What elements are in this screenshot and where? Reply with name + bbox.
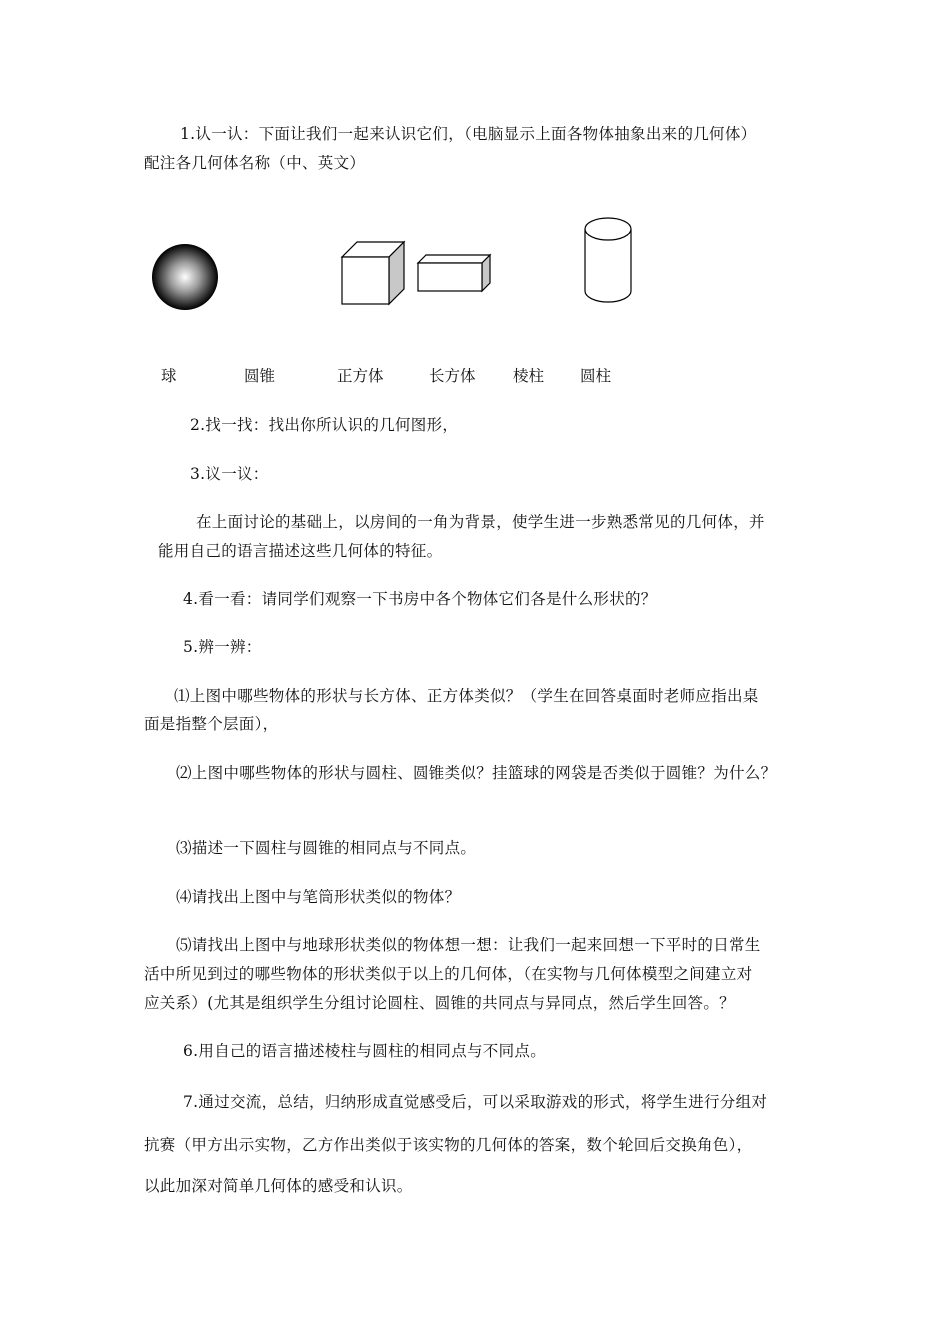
section6: 6.用自己的语言描述棱柱与圆柱的相同点与不同点。 bbox=[183, 1042, 546, 1060]
section7-line2: 抗赛（甲方出示实物，乙方作出类似于该实物的几何体的答案，数个轮回后交换角色）， bbox=[144, 1136, 753, 1154]
section7-line1: 7.通过交流，总结，归纳形成直觉感受后，可以采取游戏的形式，将学生进行分组对 bbox=[183, 1093, 768, 1111]
q4: ⑷请找出上图中与笔筒形状类似的物体？ bbox=[176, 888, 461, 906]
section2: 2.找一找：找出你所认识的几何图形， bbox=[190, 416, 459, 434]
q2: ⑵上图中哪些物体的形状与圆柱、圆锥类似？挂篮球的网袋是否类似于圆锥？为什么？ bbox=[176, 764, 777, 782]
section1-line2: 配注各几何体名称（中、英文） bbox=[144, 154, 366, 172]
q1-line2: 面是指整个层面）， bbox=[144, 715, 279, 733]
label-sphere: 球 bbox=[161, 367, 177, 385]
label-cone: 圆锥 bbox=[244, 367, 276, 385]
label-cylinder: 圆柱 bbox=[580, 367, 612, 385]
section1-line1: 1.认一认：下面让我们一起来认识它们，（电脑显示上面各物体抽象出来的几何体） bbox=[180, 125, 757, 143]
section3-title: 3.议一议： bbox=[190, 465, 269, 483]
cube-figure bbox=[338, 238, 408, 308]
q5-line1: ⑸请找出上图中与地球形状类似的物体想一想：让我们一起来回想一下平时的日常生 bbox=[176, 936, 761, 954]
q5-line3: 应关系）(尤其是组织学生分组讨论圆柱、圆锥的共同点与异同点，然后学生回答。？ bbox=[144, 994, 735, 1012]
cuboid-figure bbox=[414, 251, 494, 295]
section7-line3: 以此加深对简单几何体的感受和认识。 bbox=[144, 1177, 413, 1195]
q5-line2: 活中所见到过的哪些物体的形状类似于以上的几何体，（在实物与几何体模型之间建立对 bbox=[144, 965, 753, 983]
label-cuboid: 长方体 bbox=[429, 367, 476, 385]
section5-title: 5.辨一辨： bbox=[183, 638, 262, 656]
label-prism: 棱柱 bbox=[513, 367, 545, 385]
q1-line1: ⑴上图中哪些物体的形状与长方体、正方体类似？（学生在回答桌面时老师应指出桌 bbox=[174, 687, 759, 705]
sphere-figure bbox=[148, 240, 222, 314]
section3-line2: 能用自己的语言描述这些几何体的特征。 bbox=[158, 542, 443, 560]
cylinder-figure bbox=[580, 213, 636, 307]
q3: ⑶描述一下圆柱与圆锥的相同点与不同点。 bbox=[176, 839, 477, 857]
label-cube: 正方体 bbox=[337, 367, 384, 385]
section3-line1: 在上面讨论的基础上，以房间的一角为背景，使学生进一步熟悉常见的几何体，并 bbox=[196, 513, 765, 531]
section4: 4.看一看：请同学们观察一下书房中各个物体它们各是什么形状的？ bbox=[183, 590, 657, 608]
